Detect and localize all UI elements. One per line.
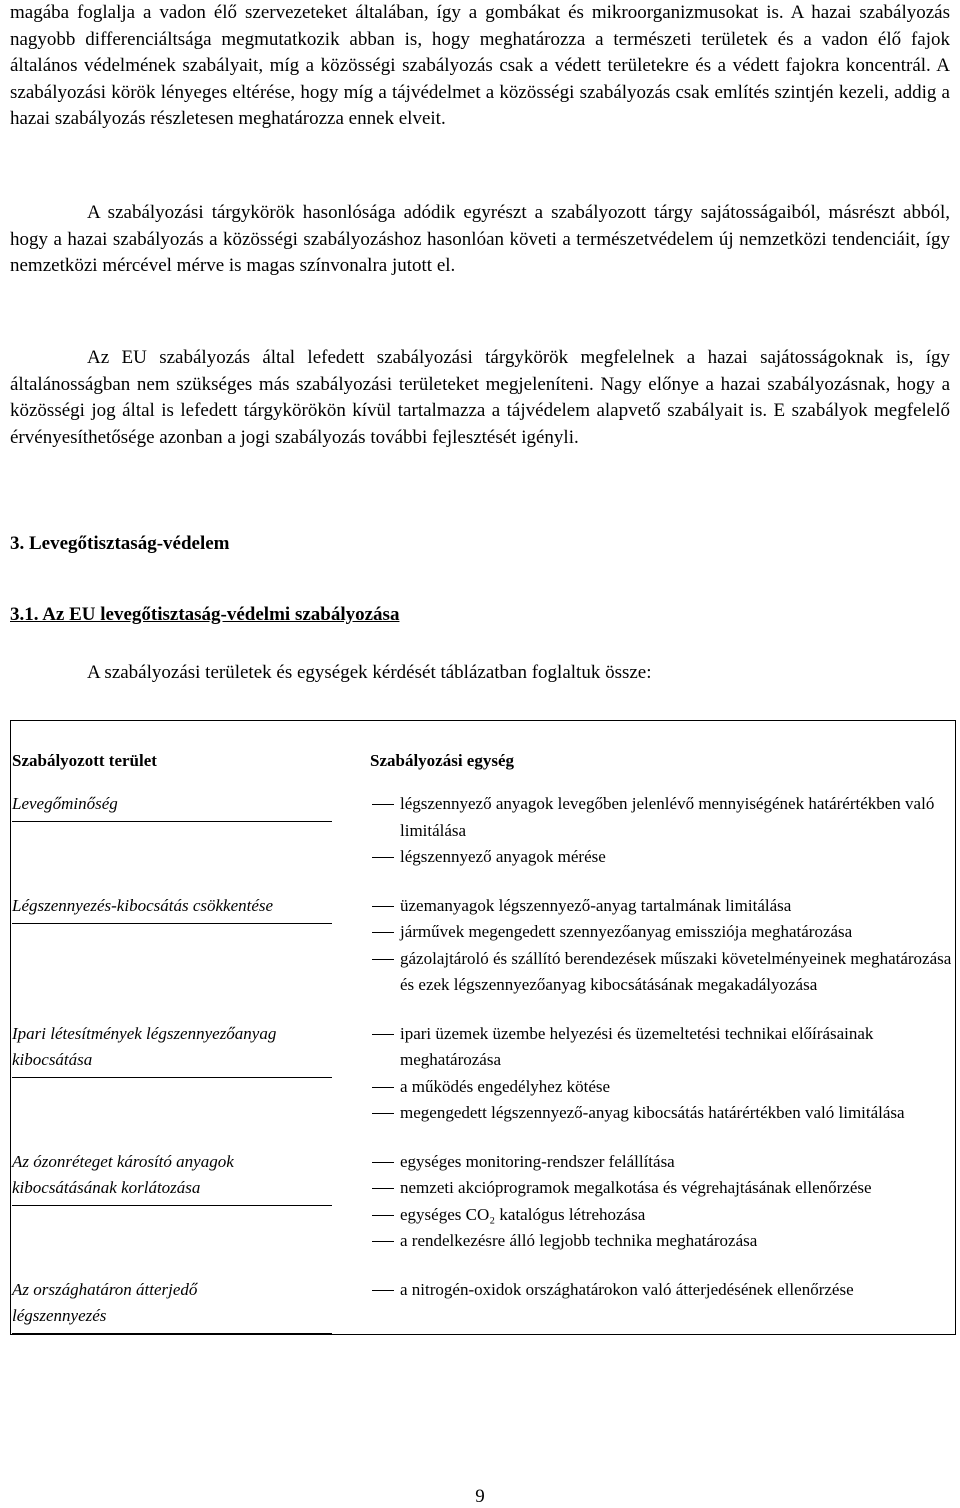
regulation-unit-text: légszennyező anyagok levegőben jelenlévő mennyiségének határértékben való limitálása <box>400 794 935 840</box>
regulation-unit-text: légszennyező anyagok mérése <box>400 847 606 866</box>
regulated-area-label: Az ózonréteget károsító anyagok kibocsátásának korlátozása <box>12 1151 234 1197</box>
row-spacer <box>11 999 956 1021</box>
table-row <box>11 791 956 871</box>
list-item <box>370 893 955 920</box>
regulated-area-label: Ipari létesítmények légszennyezőanyag kibocsátása <box>12 1023 277 1069</box>
regulation-unit-text: egységes monitoring-rendszer felállítása <box>400 1151 675 1171</box>
list-item <box>370 919 955 946</box>
regulated-area-label: Légszennyezés-kibocsátás csökkentése <box>12 895 274 915</box>
regulation-unit-list <box>370 1149 955 1255</box>
regulation-unit-text: járművek megengedett szennyezőanyag emissziója meghatározása <box>400 922 853 941</box>
list-item <box>370 1175 955 1202</box>
regulated-area-cell <box>11 1021 371 1127</box>
regulated-area-box <box>12 1021 332 1078</box>
list-item <box>370 791 955 844</box>
regulated-area-cell <box>11 1149 371 1255</box>
list-item <box>370 1149 955 1176</box>
regulation-unit-text: a nitrogén-oxidok országhatárokon való átterjedésének ellenőrzése <box>400 1279 854 1299</box>
regulation-unit-list <box>370 1277 955 1304</box>
regulation-unit-text: gázolajtároló és szállító berendezések műszaki követelményeinek meghatározása és ezek légszennyezőanyag kibocsátásának megakadályozása <box>400 948 952 994</box>
header-regulated-area: Szabályozott terület <box>12 751 157 770</box>
row-spacer-cell <box>11 871 956 893</box>
list-item <box>370 1021 955 1074</box>
regulation-units-cell <box>370 791 956 871</box>
regulation-unit-text: nemzeti akcióprogramok megalkotása és végrehajtásának ellenőrzése <box>400 1178 872 1197</box>
row-spacer-cell <box>11 1334 956 1335</box>
paragraph-3: Az EU szabályozás által lefedett szabályozási tárgykörök megfelelnek a hazai sajátosságoknak is, így általánosságban nem szükséges más szabályozási területeket megjeleníteni. Nagy előnye a hazai szabályozásnak, hogy a közösségi jog által is lefedett tárgykörökön kívül tartalmazza a tájvédelem alapvető szabályait is. E szabályok megfelelő érvényesíthetősége azonban a jogi szabályozás további fejlesztését igényli. <box>10 347 950 448</box>
table-row <box>11 1149 956 1255</box>
regulation-unit-text: üzemanyagok légszennyező-anyag tartalmának limitálása <box>400 895 792 915</box>
table-header-row <box>11 721 956 792</box>
list-item <box>370 946 955 999</box>
regulation-unit-list <box>370 893 955 999</box>
row-spacer-cell <box>11 1127 956 1149</box>
regulation-units-cell <box>370 893 956 999</box>
regulation-unit-list <box>370 791 955 871</box>
regulated-area-label: Az országhatáron átterjedő légszennyezés <box>12 1279 198 1325</box>
regulation-unit-text: megengedett légszennyező-anyag kibocsátás határértékben való limitálása <box>400 1103 905 1122</box>
row-spacer <box>11 871 956 893</box>
table-row <box>11 893 956 999</box>
paragraph-2: A szabályozási tárgykörök hasonlósága adódik egyrészt a szabályozott tárgy sajátosságaiból, másrészt abból, hogy a hazai szabályozás a közösségi szabályozáshoz hasonlóan követi a természetvédelem új nemzetközi tendenciáit, így nemzetközi mércével mérve is magas színvonalra jutott el. <box>10 202 950 276</box>
list-item <box>370 1074 955 1101</box>
regulation-unit-text: a rendelkezésre álló legjobb technika meghatározása <box>400 1231 758 1250</box>
regulation-units-cell <box>370 1021 956 1127</box>
list-item <box>370 844 955 871</box>
row-spacer-cell <box>11 1255 956 1277</box>
regulation-units-cell <box>370 1149 956 1255</box>
regulation-unit-text: egységes CO₂ katalógus létrehozása <box>400 1204 646 1224</box>
regulated-area-cell <box>11 893 371 999</box>
regulated-area-box <box>12 893 332 924</box>
row-spacer-cell <box>11 999 956 1021</box>
list-item <box>370 1202 955 1229</box>
regulated-area-box <box>12 791 332 822</box>
list-item <box>370 1228 955 1255</box>
regulated-area-label: Levegőminőség <box>12 794 118 813</box>
row-spacer <box>11 1255 956 1277</box>
table-row <box>11 1021 956 1127</box>
table-body <box>11 791 956 1334</box>
list-item <box>370 1100 955 1127</box>
regulation-unit-text: a működés engedélyhez kötése <box>400 1076 611 1096</box>
regulation-table <box>10 720 956 1335</box>
subsection-heading: 3.1. Az EU levegőtisztaság-védelmi szabályozása <box>10 604 400 625</box>
table-intro: A szabályozási területek és egységek kérdését táblázatban foglaltuk össze: <box>87 662 652 683</box>
regulated-area-cell <box>11 791 371 871</box>
regulation-unit-text: ipari üzemek üzembe helyezési és üzemeltetési technikai előírásainak meghatározása <box>400 1023 874 1069</box>
regulation-units-cell <box>370 1277 956 1334</box>
regulation-unit-list <box>370 1021 955 1127</box>
regulated-area-cell <box>11 1277 371 1334</box>
list-item <box>370 1277 955 1304</box>
regulated-area-box <box>12 1149 332 1206</box>
paragraph-1: magába foglalja a vadon élő szervezeteket általában, így a gombákat és mikroorganizmusokat is. A hazai szabályozás nagyobb differenciáltsága megmutatkozik abban is, hogy meghatározza a természeti területek és a vadon élő fajok általános védelmének szabályait, míg a közösségi szabályozás csak a védett területekre és a védett fajokra koncentrál. A szabályozási körök lényeges eltérése, hogy míg a tájvédelmet a közösségi szabályozás csak említés szintjén kezeli, addig a hazai szabályozás részletesen meghatározza ennek elveit. <box>10 2 950 129</box>
regulated-area-box <box>12 1277 332 1334</box>
row-spacer <box>11 1334 956 1335</box>
row-spacer <box>11 1127 956 1149</box>
page-number: 9 <box>475 1486 485 1507</box>
header-regulation-unit: Szabályozási egység <box>370 751 515 770</box>
section-heading: 3. Levegőtisztaság-védelem <box>10 533 230 554</box>
table-row <box>11 1277 956 1334</box>
